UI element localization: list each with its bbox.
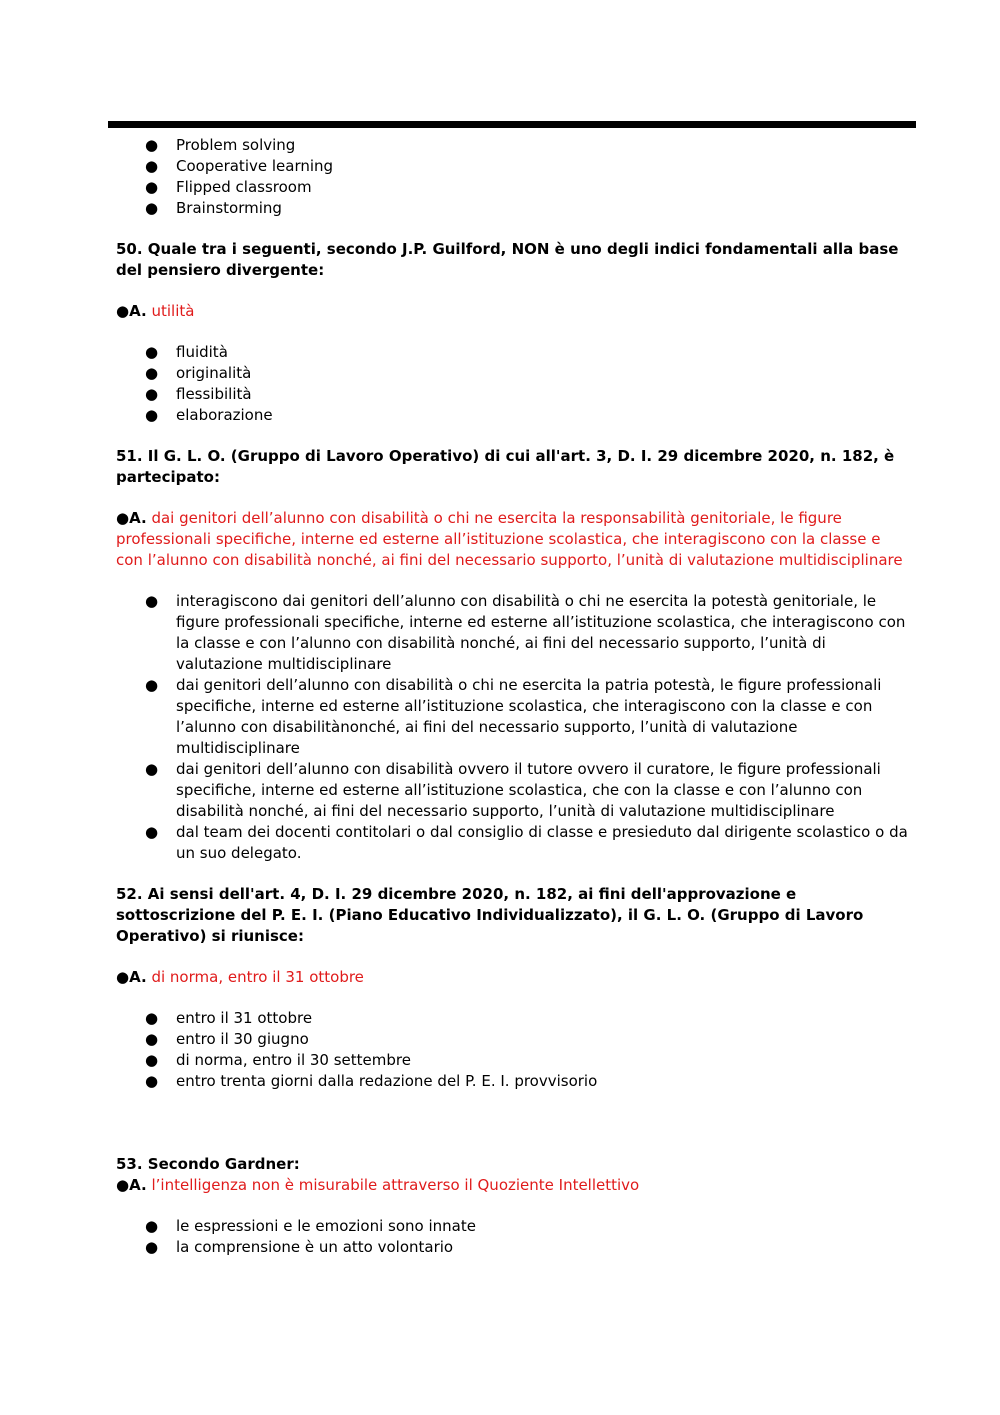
bullet-icon: ●: [145, 157, 159, 175]
list-item: [116, 198, 911, 219]
option-text: flessibilità: [176, 385, 252, 403]
option-text: originalità: [176, 364, 252, 382]
question-53-text: 53. Secondo Gardner:: [116, 1155, 300, 1173]
bullet-icon: ●: [145, 823, 159, 841]
question-52-answer: [116, 967, 911, 988]
list-item: [116, 675, 911, 759]
bullet-icon: ●: [145, 385, 159, 403]
option-text: fluidità: [176, 343, 228, 361]
option-text: Flipped classroom: [176, 178, 312, 196]
bullet-icon: ●: [145, 676, 159, 694]
bullet-icon: ●: [145, 1072, 159, 1090]
option-text: entro trenta giorni dalla redazione del P. E. I. provvisorio: [176, 1072, 598, 1090]
top-option-list: [116, 135, 911, 219]
answer-marker: ●A.: [116, 1176, 147, 1194]
option-text: entro il 30 giugno: [176, 1030, 309, 1048]
bullet-icon: ●: [145, 1238, 159, 1256]
question-50-text: 50. Quale tra i seguenti, secondo J.P. Guilford, NON è uno degli indici fondamentali alla base del pensiero divergente:: [116, 240, 899, 279]
bullet-icon: ●: [145, 364, 159, 382]
bullet-icon: ●: [145, 1009, 159, 1027]
option-text: Brainstorming: [176, 199, 282, 217]
list-item: [116, 591, 911, 675]
answer-marker: ●A.: [116, 302, 147, 320]
answer-text: di norma, entro il 31 ottobre: [151, 968, 364, 986]
list-item: [116, 177, 911, 198]
list-item: [116, 363, 911, 384]
bullet-icon: ●: [145, 592, 159, 610]
bullet-icon: ●: [145, 1030, 159, 1048]
option-text: Problem solving: [176, 136, 296, 154]
bullet-icon: ●: [145, 136, 159, 154]
question-50-answer: [116, 301, 911, 322]
bullet-icon: ●: [145, 199, 159, 217]
bullet-icon: ●: [145, 760, 159, 778]
option-text: dai genitori dell’alunno con disabilità ovvero il tutore ovvero il curatore, le figure professionali specifiche, interne ed esterne all’istituzione scolastica, che con la classe e con l’alunno con disabilità nonché, ai fini del necessario supporto, l’unità di valutazione multidisciplinare: [176, 760, 881, 820]
option-text: dai genitori dell’alunno con disabilità o chi ne esercita la patria potestà, le figure professionali specifiche, interne ed esterne all’istituzione scolastica, che interagiscono con la classe e con l’alunno con disabilitànonché, ai fini del necessario supporto, l’unità di valutazione multidisciplinare: [176, 676, 882, 757]
question-52-options: [116, 1008, 911, 1092]
list-item: [116, 822, 911, 864]
question-50-options: [116, 342, 911, 426]
bullet-icon: ●: [145, 178, 159, 196]
list-item: [116, 1008, 911, 1029]
list-item: [116, 384, 911, 405]
list-item: [116, 1237, 911, 1258]
answer-marker: ●A.: [116, 509, 147, 527]
answer-marker: ●A.: [116, 968, 147, 986]
answer-text: utilità: [151, 302, 195, 320]
question-51-options: [116, 591, 911, 864]
document-content: [116, 135, 911, 1258]
option-text: dal team dei docenti contitolari o dal consiglio di classe e presieduto dal dirigente scolastico o da un suo delegato.: [176, 823, 908, 862]
option-text: Cooperative learning: [176, 157, 334, 175]
option-text: interagiscono dai genitori dell’alunno con disabilità o chi ne esercita la potestà genitoriale, le figure professionali specifiche, interne ed esterne all’istituzione scolastica, che interagiscono con la classe e con l’alunno con disabilità nonché, ai fini del necessario supporto, l’unità di valutazione multidisciplinare: [176, 592, 906, 673]
option-text: elaborazione: [176, 406, 273, 424]
list-item: [116, 342, 911, 363]
question-52-text: 52. Ai sensi dell'art. 4, D. I. 29 dicembre 2020, n. 182, ai fini dell'approvazione e sottoscrizione del P. E. I. (Piano Educativo Individualizzato), il G. L. O. (Gruppo di Lavoro Operativo) si riunisce:: [116, 885, 864, 945]
question-51-answer: [116, 508, 911, 571]
option-text: le espressioni e le emozioni sono innate: [176, 1217, 476, 1235]
bullet-icon: ●: [145, 406, 159, 424]
list-item: [116, 1029, 911, 1050]
option-text: la comprensione è un atto volontario: [176, 1238, 454, 1256]
list-item: [116, 135, 911, 156]
list-item: [116, 1071, 911, 1092]
list-item: [116, 1050, 911, 1071]
answer-text: l’intelligenza non è misurabile attraverso il Quoziente Intellettivo: [151, 1176, 640, 1194]
option-text: entro il 31 ottobre: [176, 1009, 313, 1027]
list-item: [116, 759, 911, 822]
question-53-options: [116, 1216, 911, 1258]
list-item: [116, 156, 911, 177]
bullet-icon: ●: [145, 1051, 159, 1069]
list-item: [116, 1216, 911, 1237]
answer-text: dai genitori dell’alunno con disabilità o chi ne esercita la responsabilità genitoriale, le figure professionali specifiche, interne ed esterne all’istituzione scolastica, che interagiscono con la classe e con l’alunno con disabilità nonché, ai fini del necessario supporto, l’unità di valutazione multidisciplinare: [116, 509, 903, 569]
question-51-text: 51. Il G. L. O. (Gruppo di Lavoro Operativo) di cui all'art. 3, D. I. 29 dicembre 2020, n. 182, è partecipato:: [116, 447, 895, 486]
option-text: di norma, entro il 30 settembre: [176, 1051, 411, 1069]
question-53-answer: [116, 1175, 911, 1196]
bullet-icon: ●: [145, 1217, 159, 1235]
top-rule: [108, 121, 916, 128]
bullet-icon: ●: [145, 343, 159, 361]
list-item: [116, 405, 911, 426]
